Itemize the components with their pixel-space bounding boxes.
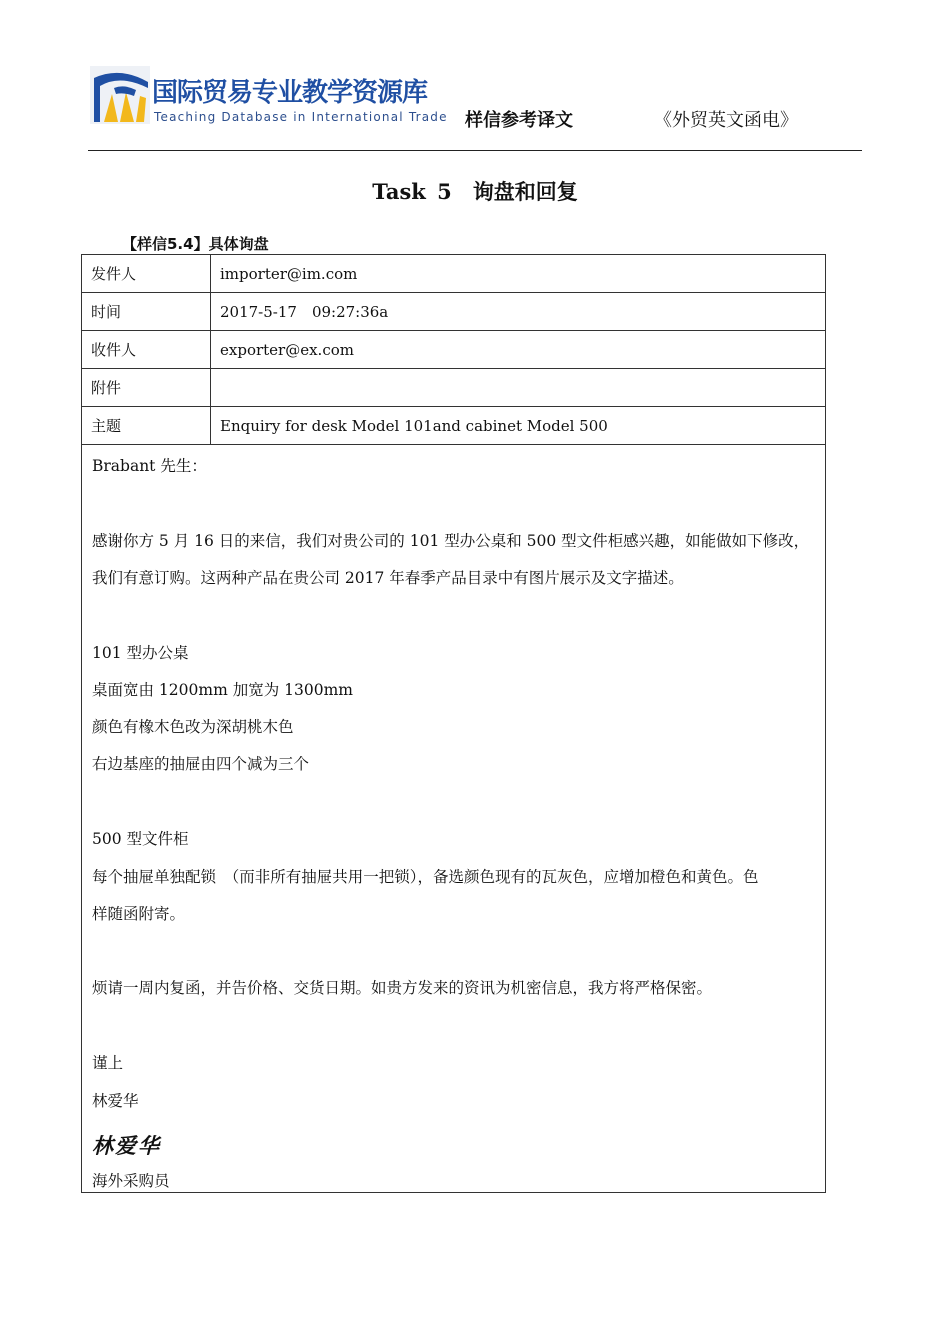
- logo-emblem-icon: [90, 66, 150, 124]
- email-meta-table: [81, 254, 826, 445]
- table-row: [82, 407, 826, 445]
- sender-title: 海外采购员: [92, 1172, 170, 1190]
- closing-request: 烦请一周内复函，并告价格、交货日期。如贵方发来的资讯为机密信息，我方将严格保密。: [92, 979, 713, 997]
- paragraph-line: 每个抽屉单独配锁 （而非所有抽屉共用一把锁），备选颜色现有的瓦灰色，应增加橙色和黄色。色: [92, 868, 759, 886]
- table-row: [82, 255, 826, 293]
- sample-label: 【样信5.4】具体询盘: [122, 235, 269, 253]
- desk-item: 桌面宽由 1200mm 加宽为 1300mm: [92, 681, 353, 699]
- page-header: [88, 66, 862, 152]
- table-row: [82, 369, 826, 407]
- document-type: 样信参考译文: [465, 110, 573, 131]
- table-row: [82, 293, 826, 331]
- cabinet-title: 500 型文件柜: [92, 830, 189, 848]
- paragraph-line: 感谢你方 5 月 16 日的来信，我们对贵公司的 101 型办公桌和 500 型文件柜感兴趣，如能做如下修改，: [92, 532, 810, 550]
- meta-key: 主题: [82, 407, 211, 445]
- book-title: 《外贸英文函电》: [654, 110, 798, 131]
- header-divider: [88, 150, 862, 151]
- desk-title: 101 型办公桌: [92, 644, 189, 662]
- handwritten-signature: 林爱华: [92, 1133, 161, 1158]
- meta-value: importer@im.com: [211, 255, 826, 293]
- logo: [90, 66, 448, 126]
- meta-value: exporter@ex.com: [211, 331, 826, 369]
- salutation: Brabant 先生：: [92, 457, 207, 475]
- meta-key: 收件人: [82, 331, 211, 369]
- task-title: Task 5 询盘和回复: [372, 179, 578, 204]
- meta-key: 附件: [82, 369, 211, 407]
- desk-item: 右边基座的抽屉由四个减为三个: [92, 755, 310, 773]
- complimentary-close: 谨上: [92, 1054, 124, 1072]
- logo-chinese-text: 国际贸易专业教学资源库: [152, 78, 428, 108]
- table-row: [82, 331, 826, 369]
- meta-value: [211, 369, 826, 407]
- meta-value: Enquiry for desk Model 101and cabinet Model 500: [211, 407, 826, 445]
- meta-key: 发件人: [82, 255, 211, 293]
- paragraph-line: 我们有意订购。这两种产品在贵公司 2017 年春季产品目录中有图片展示及文字描述。: [92, 569, 684, 587]
- paragraph-line: 样随函附寄。: [92, 905, 186, 923]
- meta-value: 2017-5-17 09:27:36a: [211, 293, 826, 331]
- logo-english-text: Teaching Database in International Trade: [154, 110, 448, 124]
- desk-item: 颜色有橡木色改为深胡桃木色: [92, 718, 294, 736]
- sender-name: 林爱华: [92, 1092, 139, 1110]
- letter-body: [81, 444, 826, 1193]
- meta-key: 时间: [82, 293, 211, 331]
